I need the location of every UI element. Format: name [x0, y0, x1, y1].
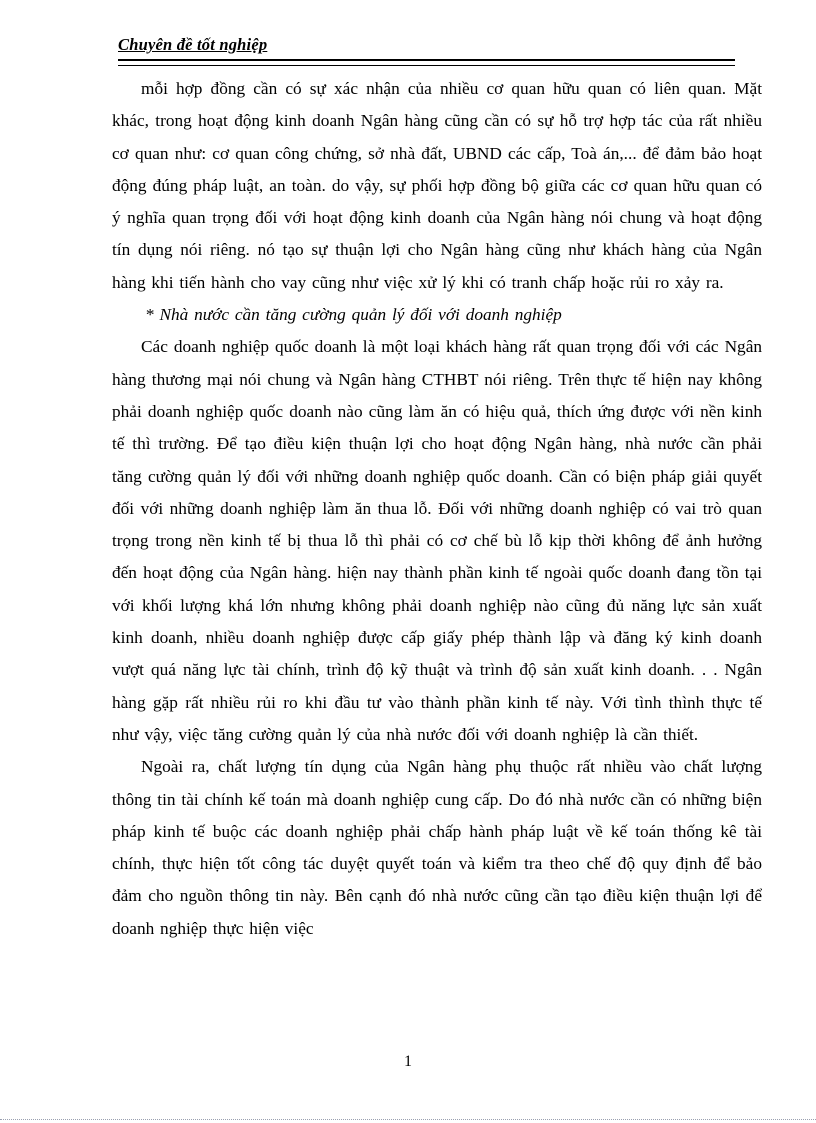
header-title: Chuyên đề tốt nghiệp [118, 35, 268, 54]
header-rule [118, 59, 735, 66]
paragraph: Các doanh nghiệp quốc doanh là một loại khách hàng rất quan trọng đối với các Ngân hàng thương mại nói chung và Ngân hàng CTHBT nói riêng. Trên thực tế hiện nay không phải doanh nghiệp quốc doanh nào cũng làm ăn có hiệu quả, thích ứng được với nền kinh tế thì trường. Để tạo điều kiện thuận lợi cho hoạt động Ngân hàng, nhà nước cần phải tăng cường quản lý đối với những doanh nghiệp quốc doanh. Cần có biện pháp giải quyết đối với những doanh nghiệp làm ăn thua lỗ. Đối với những doanh nghiệp có vai trò quan trọng trong nền kinh tế bị thua lỗ thì phải có cơ chế bù lỗ kịp thời không để ảnh hưởng đến hoạt động của Ngân hàng. hiện nay thành phần kinh tế ngoài quốc doanh đang tồn tại với khối lượng khá lớn nhưng không phải doanh nghiệp nào cũng đủ năng lực sản xuất kinh doanh, nhiều doanh nghiệp được cấp giấy phép thành lập và đăng ký kinh doanh vượt quá năng lực tài chính, trình độ kỹ thuật và trình độ sản xuất kinh doanh. . . Ngân hàng gặp rất nhiều rủi ro khi đầu tư vào thành phần kinh tế này. Với tình thình thực tế như vậy, việc tăng cường quản lý của nhà nước đối với doanh nghiệp là cần thiết. [112, 337, 762, 744]
paragraph-continuation: mỗi hợp đồng cần có sự xác nhận của nhiều cơ quan hữu quan có liên quan. Mặt khác, trong hoạt động kinh doanh Ngân hàng cũng cần có sự hỗ trợ hợp tác của rất nhiều cơ quan như: cơ quan công chứng, sở nhà đất, UBND các cấp, Toà án,... để đảm bảo hoạt động đúng pháp luật, an toàn. do vậy, sự phối hợp đồng bộ giữa các cơ quan hữu quan có ý nghĩa quan trọng đối với hoạt động kinh doanh của Ngân hàng nói chung và hoạt động tín dụng nói riêng. nó tạo sự thuận lợi cho Ngân hàng cũng như khách hàng của Ngân hàng khi tiến hành cho vay cũng như việc xử lý khi có tranh chấp hoặc rủi ro xảy ra. [112, 79, 762, 292]
page-header [118, 34, 735, 66]
page-footer [0, 1052, 816, 1072]
section-heading-italic: * Nhà nước cần tăng cường quản lý đối với doanh nghiệp [145, 305, 562, 325]
document-body [112, 73, 762, 945]
page-number: 1 [404, 1053, 412, 1070]
bottom-dotted-rule [0, 1119, 816, 1120]
paragraph: Ngoài ra, chất lượng tín dụng của Ngân hàng phụ thuộc rất nhiều vào chất lượng thông tin tài chính kế toán mà doanh nghiệp cung cấp. Do đó nhà nước cần có những biện pháp kinh tế buộc các doanh nghiệp phải chấp hành pháp luật về kế toán thống kê tài chính, thực hiện tốt công tác duyệt quyết toán và kiểm tra theo chế độ quy định để bảo đảm cho nguồn thông tin này. Bên cạnh đó nhà nước cũng cần tạo điều kiện thuận lợi để doanh nghiệp thực hiện việc [112, 757, 762, 938]
